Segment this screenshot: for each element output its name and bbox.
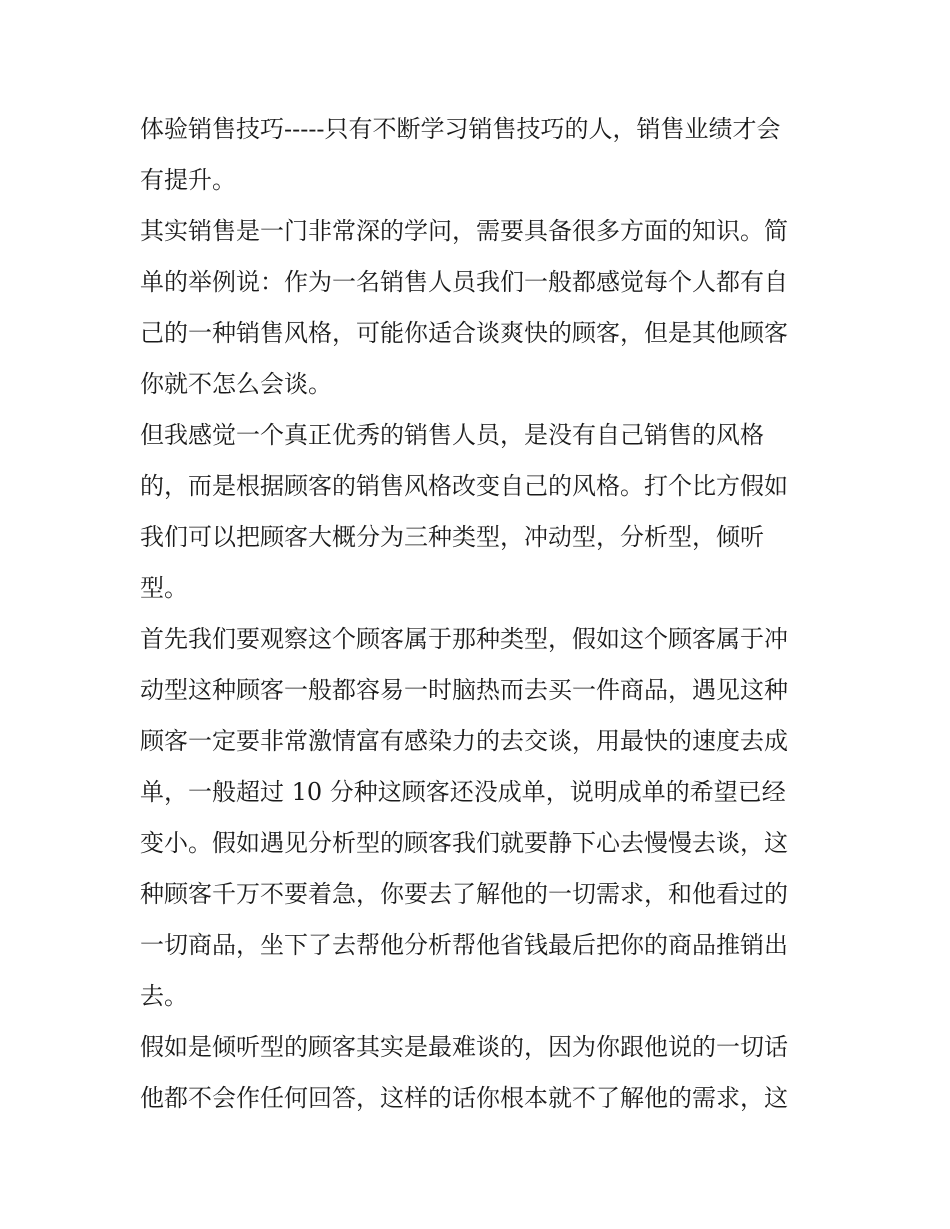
paragraph-listener-type <box>140 1022 820 1124</box>
text-line: 你就不怎么会谈。 <box>140 370 332 398</box>
text-line: 我们可以把顾客大概分为三种类型，冲动型，分析型，倾听 <box>140 523 764 551</box>
text-line: 首先我们要观察这个顾客属于那种类型，假如这个顾客属于冲 <box>140 625 788 653</box>
text-line: 体验销售技巧-----只有不断学习销售技巧的人，销售业绩才会 <box>140 115 781 143</box>
text-line: 型。 <box>140 574 188 602</box>
text-line: 去。 <box>140 982 188 1010</box>
text-line: 己的一种销售风格，可能你适合谈爽快的顾客，但是其他顾客 <box>140 319 788 347</box>
paragraph-sales-knowledge <box>140 206 820 410</box>
paragraph-intro <box>140 104 820 206</box>
text-line: 其实销售是一门非常深的学问，需要具备很多方面的知识。简 <box>140 217 788 245</box>
text-line: 种顾客千万不要着急，你要去了解他的一切需求，和他看过的 <box>140 880 788 908</box>
text-line: 他都不会作任何回答，这样的话你根本就不了解他的需求，这 <box>140 1084 788 1112</box>
text-line: 的，而是根据顾客的销售风格改变自己的风格。打个比方假如 <box>140 472 788 500</box>
text-line: 一切商品，坐下了去帮他分析帮他省钱最后把你的商品推销出 <box>140 931 788 959</box>
text-line: 有提升。 <box>140 166 236 194</box>
paragraph-impulsive-analytical <box>140 614 820 1022</box>
text-line: 但我感觉一个真正优秀的销售人员，是没有自己销售的风格 <box>140 421 764 449</box>
text-line: 单，一般超过 10 分种这顾客还没成单，说明成单的希望已经 <box>140 778 786 806</box>
text-line: 变小。假如遇见分析型的顾客我们就要静下心去慢慢去谈，这 <box>140 829 788 857</box>
document-body <box>140 104 820 1124</box>
text-line: 顾客一定要非常激情富有感染力的去交谈，用最快的速度去成 <box>140 727 788 755</box>
paragraph-customer-types <box>140 410 820 614</box>
text-line: 单的举例说：作为一名销售人员我们一般都感觉每个人都有自 <box>140 268 788 296</box>
text-line: 假如是倾听型的顾客其实是最难谈的，因为你跟他说的一切话 <box>140 1033 788 1061</box>
text-line: 动型这种顾客一般都容易一时脑热而去买一件商品，遇见这种 <box>140 676 788 704</box>
